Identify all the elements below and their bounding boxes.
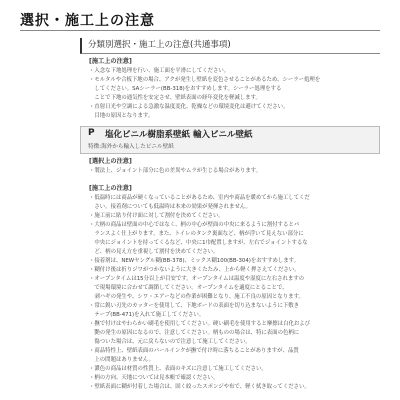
construction-note-line: 傷ついた場合は、元に戻らないので注意して施工してください。 <box>89 339 251 345</box>
product-subtitle: 特徴:海外から輸入したビニル壁紙 <box>88 144 174 150</box>
construction-notes-heading: [施工上の注意] <box>89 185 132 192</box>
construction-note-line: ・壁紙表面に糊が付着した場合は、固く絞ったスポンジや布で、軽く拭き取ってください。 <box>89 384 310 390</box>
construction-note-line: ・常に鋭い刃先のカッターを使用して、下地ボードの表面を切り込まないように下敷き <box>89 303 300 309</box>
construction-note-line: ・柄の方向、天地については見本帳で確認ください。 <box>89 375 219 381</box>
construction-note-line: ・接着剤は、NEWヤングル糊(BB-378)、ミックス糊100(BB-304)をおすすめします。 <box>89 258 300 264</box>
common-notes-heading: [施工上の注意] <box>89 58 132 65</box>
common-note-line: ・モルタルや合板下地の場合、アクが発生し壁紙を変色させることがあるため、シーラー処理を <box>89 77 321 83</box>
selection-notes-heading: [選択上の注意] <box>89 158 132 165</box>
page-title: 選択・施工上の注意 <box>20 13 155 29</box>
section-heading: 分類別選択・施工上の注意(共通事項) <box>80 38 380 54</box>
selection-note-line: ・製法上、ジョイント部分に色の差異やムラが生じる場合があります。 <box>89 168 261 174</box>
product-title: 塩化ビニル樹脂系壁紙 輸入ビニル壁紙 <box>105 130 253 140</box>
construction-note-line: ・商品特性上、壁紙表面のパールインクが撫で付け時に落ちることがありますが、品質 <box>89 348 299 354</box>
common-notes-block <box>89 57 382 121</box>
product-heading <box>80 126 380 154</box>
construction-note-line: ・糊付け後は折りジワがつかないように大きくたたみ、上から軽く押さえてください。 <box>89 267 300 273</box>
construction-note-line: ・低温時には商品が硬くなっていることがあるため、室内や商品を暖めてから施工してくだ <box>89 195 310 201</box>
construction-note-line: ど、柄の見え方を重視して割付を決めてください。 <box>89 249 219 255</box>
construction-notes-block <box>89 184 382 392</box>
construction-note-line: ・オープンタイムは15分以上が目安です。オープンタイムは温度や湿度に左右されますの <box>89 276 305 282</box>
construction-note-line: 上の問題はありません。 <box>89 357 155 363</box>
construction-note-line: 艶の発生の原因になるので、注意してください。柄ものの場合は、特に表面の色柄に <box>89 330 300 336</box>
construction-note-line: で現場環境に合わせて調節してください。オープンタイムを適度にとることで、 <box>89 285 288 291</box>
title-divider <box>20 30 380 31</box>
selection-notes-list <box>89 167 382 176</box>
construction-note-line: ・施工前に貼り付け面に対して割付を決めてください。 <box>89 213 224 219</box>
common-note-line: ・入念な下地処理を行い、施工面を平滑にしてください。 <box>89 68 230 74</box>
common-note-line: してください。SAシーラー(BB-318)をおすすめします。シーラー処理をする <box>89 86 282 92</box>
construction-note-line: ランスよく仕上がります。また、トイレのタンク裏面など、柄が浮いて見えない部分に <box>89 231 304 237</box>
construction-note-line: テープ(BB-471)を入れて施工してください。 <box>89 312 205 318</box>
construction-note-line: さい。接着剤についても低温時は本来の効果が発揮されません。 <box>89 204 251 210</box>
construction-note-line: 剥ハギの発生や、シワ・エアーなどの作業が困難となり、施工不良の原因となります。 <box>89 294 304 300</box>
common-notes-list <box>89 67 382 121</box>
common-note-line: 目地の原因となります。 <box>89 113 154 119</box>
common-note-line: ことで下地の通気性を安定させ、壁紙表面の経年変化を軽減します。 <box>89 95 261 101</box>
construction-note-line: ・濃色の商品は材質の性質上、表面のキズに注意して施工してください。 <box>89 366 267 372</box>
construction-note-line: ・大柄の商品は壁面の中心ではなく、柄の中心が壁面の中央に来るように割付するとバ <box>89 222 300 228</box>
selection-notes-block <box>89 157 382 176</box>
product-code: P <box>88 128 95 138</box>
construction-note-line: 中央にジョイントを持ってくるなど、中央に1巾配置しますが、左右でジョイントするな <box>89 240 308 246</box>
construction-notes-list <box>89 194 382 392</box>
common-note-line: ・直射日光や空調による急激な温度変化、乾燥などの環境変化は避けてください。 <box>89 104 289 110</box>
construction-note-line: ・撫で付けはやわらかい刷毛を使用してください。硬い刷毛を使用すると摩擦は白化および <box>89 321 311 327</box>
